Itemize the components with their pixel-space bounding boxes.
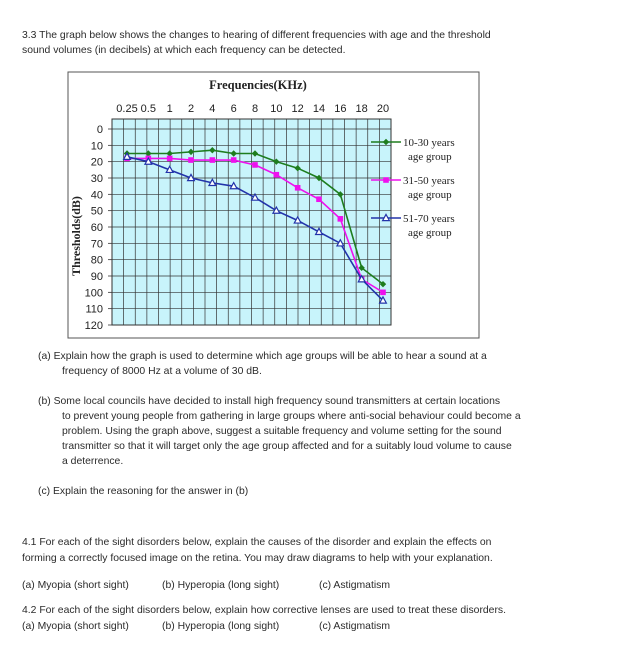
x-tick-label: 0.5: [140, 103, 156, 115]
data-point: [338, 216, 344, 222]
q42-line-1: 4.2 For each of the sight disorders below, explain how corrective lenses are used to treat these disorders.: [22, 605, 507, 616]
y-tick-label: 110: [85, 303, 103, 316]
q33b-line-4: transmitter so that it will target only the age group affected and for a suitably loud volume to cause: [62, 441, 512, 452]
y-tick-label: 100: [84, 287, 103, 300]
legend-label: 31-50 years: [403, 175, 455, 187]
y-tick-label: 0: [96, 124, 103, 136]
data-point: [231, 157, 237, 163]
q33-intro-line-2: sound volumes (in decibels) at which each frequency can be detected.: [22, 45, 346, 56]
data-point: [188, 157, 194, 163]
x-tick-label: 2: [187, 103, 195, 115]
q41-option-a: (a) Myopia (short sight): [22, 580, 129, 591]
q33a-line-1: (a) Explain how the graph is used to determine which age groups will be able to hear a sound at a: [38, 351, 487, 362]
chart-title: Frequencies(KHz): [209, 78, 307, 92]
q41-option-b: (b) Hyperopia (long sight): [162, 580, 280, 591]
q33b-line-1: (b) Some local councils have decided to install high frequency sound transmitters at certain locations: [38, 396, 501, 407]
legend-label: 51-70 years: [403, 213, 455, 225]
x-tick-label: 16: [334, 103, 347, 115]
data-point: [252, 162, 258, 168]
q42-option-c: (c) Astigmatism: [319, 621, 391, 632]
y-tick-label: 40: [90, 189, 103, 202]
q33a-line-2: frequency of 8000 Hz at a volume of 30 dB.: [62, 366, 262, 377]
x-tick-label: 18: [355, 103, 368, 115]
y-axis-label: Thresholds(dB): [69, 196, 83, 276]
q33c-line: (c) Explain the reasoning for the answer in (b): [38, 486, 249, 497]
legend-label-line-2: age group: [408, 189, 452, 201]
x-tick-label: 4: [209, 103, 216, 115]
x-tick-label: 6: [230, 103, 237, 115]
q41-line-1: 4.1 For each of the sight disorders below, explain the causes of the disorder and explain the effects on: [22, 537, 492, 548]
legend-marker: [383, 177, 389, 183]
q33b-line-2: to prevent young people from gathering in large groups where anti-social behaviour could become a: [62, 411, 521, 422]
y-tick-label: 50: [90, 205, 103, 218]
y-tick-label: 90: [90, 271, 103, 283]
q42-option-b: (b) Hyperopia (long sight): [162, 621, 280, 632]
data-point: [295, 185, 301, 191]
data-point: [316, 196, 322, 202]
legend-label: 10-30 years: [403, 137, 455, 149]
y-tick-label: 10: [90, 140, 103, 153]
data-point: [210, 157, 216, 163]
q33b-line-5: a deterrence.: [62, 456, 124, 467]
x-tick-label: 8: [251, 103, 259, 115]
q41-option-c: (c) Astigmatism: [319, 580, 391, 591]
q41-line-2: forming a correctly focused image on the retina. You may draw diagrams to help with your explanation.: [22, 553, 493, 564]
y-tick-label: 70: [90, 238, 103, 251]
q33b-line-3: problem. Using the graph above, suggest a suitable frequency and volume setting for the sound: [62, 426, 502, 437]
y-tick-label: 80: [90, 254, 103, 267]
y-tick-label: 120: [84, 320, 103, 332]
x-tick-label: 10: [270, 103, 283, 115]
x-tick-label: 0.25: [116, 103, 138, 115]
y-tick-label: 20: [90, 156, 103, 169]
data-point: [380, 290, 386, 296]
x-tick-label: 12: [291, 103, 304, 115]
legend-label-line-2: age group: [408, 151, 452, 163]
legend-label-line-2: age group: [408, 227, 452, 239]
y-tick-label: 60: [90, 222, 103, 234]
q42-option-a: (a) Myopia (short sight): [22, 621, 129, 632]
q33-intro-line-1: 3.3 The graph below shows the changes to hearing of different frequencies with age and the threshold: [22, 30, 491, 41]
data-point: [167, 156, 173, 162]
y-tick-label: 30: [90, 173, 103, 185]
x-tick-label: 20: [376, 103, 390, 115]
x-tick-label: 14: [312, 103, 326, 115]
x-tick-label: 1: [166, 103, 173, 115]
data-point: [274, 172, 280, 178]
